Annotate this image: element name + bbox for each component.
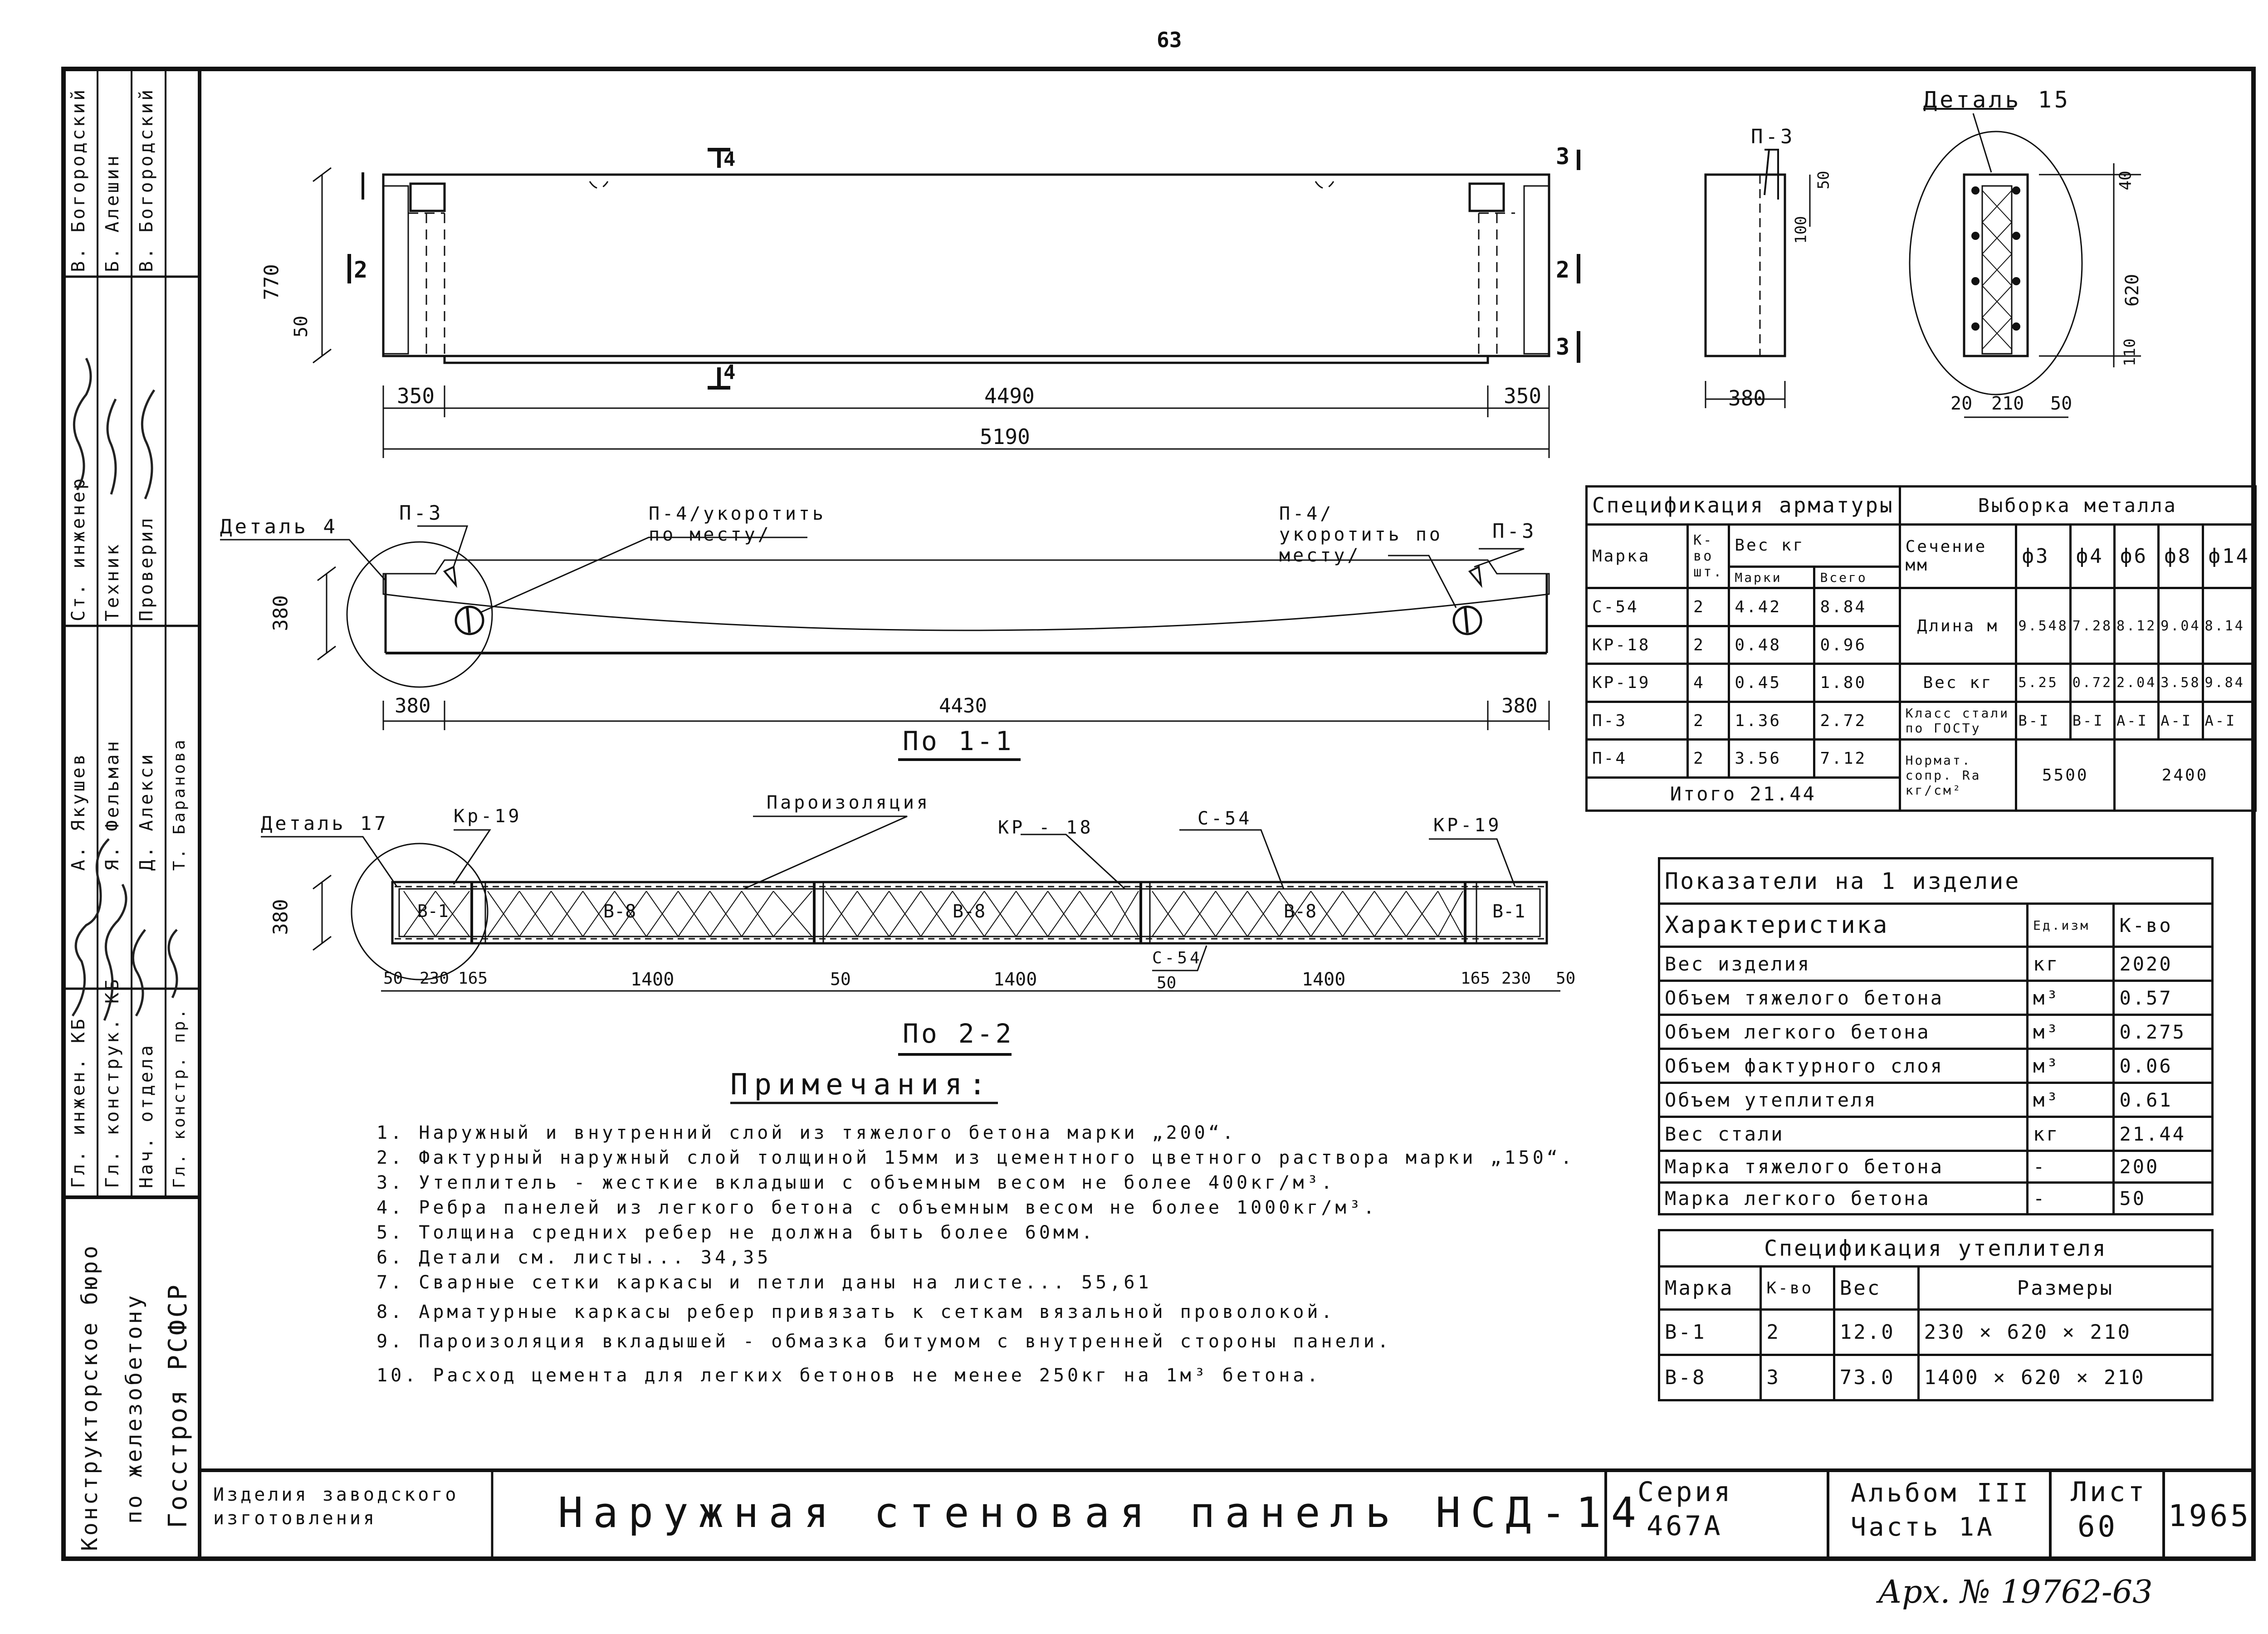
table-cell: 2.72 xyxy=(1814,702,1900,740)
table-cell: 2.04 xyxy=(2115,664,2159,702)
dim-section11-left: 380 xyxy=(395,694,431,717)
table-cell: 3.56 xyxy=(1729,740,1814,778)
stamp-name: Д. Алекси xyxy=(136,752,157,871)
rebar-total: Итого 21.44 xyxy=(1587,777,1900,810)
section-mark-4-bottom: 4 xyxy=(723,361,736,384)
table-cell: 1.36 xyxy=(1729,702,1814,740)
dim-section22: 50 xyxy=(830,969,851,989)
section22-title: По 2-2 xyxy=(903,1018,1014,1049)
rebar-header-per-mark: Марки xyxy=(1729,567,1814,588)
table-cell: 2 xyxy=(1688,740,1729,778)
insulation-title: Спецификация утеплителя xyxy=(1659,1230,2213,1267)
note-item: 8. Арматурные каркасы ребер привязать к сеткам вязальной проволокой. xyxy=(376,1302,1335,1322)
kr18-label: КР - 18 xyxy=(998,817,1094,838)
dim-section22: 50 xyxy=(1556,969,1576,988)
table-cell: 1.80 xyxy=(1814,664,1900,702)
note-item: 10. Расход цемента для легких бетонов не менее 250кг на 1м³ бетона. xyxy=(376,1365,1321,1386)
indicators-title: Показатели на 1 изделие xyxy=(1659,858,2213,904)
dim-elevation-small: 50 xyxy=(291,315,312,338)
stamp-role: Ст. инженер xyxy=(68,476,89,621)
detail15-dim: 210 xyxy=(1991,393,2024,414)
table-cell: КР-18 xyxy=(1587,626,1688,664)
indicators-header-qty: К-во xyxy=(2114,904,2213,947)
table-cell: Вес стали xyxy=(1659,1117,2028,1151)
side-view-label: П-3 xyxy=(1751,125,1795,148)
table-cell: 3 xyxy=(1761,1355,1834,1400)
sheet-label: Лист xyxy=(2071,1476,2147,1508)
table-cell: Марка тяжелого бетона xyxy=(1659,1151,2028,1183)
stamp-name: Т. Баранова xyxy=(170,737,189,871)
section-mark-4-top: 4 xyxy=(723,148,736,171)
dim-section22: 165 xyxy=(458,969,488,988)
stamp-name: В. Богородский xyxy=(68,87,89,272)
insert-label: В-1 xyxy=(1492,901,1525,922)
table-cell: м³ xyxy=(2027,1015,2114,1049)
table-cell: 7.12 xyxy=(1814,740,1900,778)
note-item: 5. Толщина средних ребер не должна быть более 60мм. xyxy=(376,1222,1096,1243)
table-cell: П-4 xyxy=(1587,740,1688,778)
insulation-header-size: Размеры xyxy=(1918,1267,2212,1310)
stamp-role: Проверил xyxy=(136,516,157,621)
table-cell: - xyxy=(2027,1183,2114,1215)
table-cell: 5.25 xyxy=(2016,664,2070,702)
table-cell: 0.61 xyxy=(2114,1083,2213,1117)
dim-section22: 1400 xyxy=(1302,969,1346,990)
table-cell: А-I xyxy=(2115,702,2159,740)
note-item: 2. Фактурный наружный слой толщиной 15мм из цементного цветного раствора марки „150“. xyxy=(376,1147,1575,1168)
table-cell: - xyxy=(2027,1151,2114,1183)
section-mark-3-top: 3 xyxy=(1556,143,1570,170)
detail-4-label: Деталь 4 xyxy=(220,515,338,538)
metal-diameter: ф4 xyxy=(2070,524,2114,588)
dim-section22: 50 xyxy=(1157,974,1177,992)
note-item: 1. Наружный и внутренний слой из тяжелого бетона марки „200“. xyxy=(376,1122,1237,1143)
stamp-name: В. Богородский xyxy=(136,87,157,272)
p3-right-label: П-3 xyxy=(1492,520,1537,543)
table-cell: Объем легкого бетона xyxy=(1659,1015,2028,1049)
metal-section-label: Сечение мм xyxy=(1900,524,2016,588)
table-cell: 73.0 xyxy=(1834,1355,1918,1400)
kr19-left-label: Кр-19 xyxy=(454,806,522,827)
dim-section22-height: 380 xyxy=(269,899,293,935)
archive-number: Арх. № 19762-63 xyxy=(1878,1573,2153,1610)
year: 1965 xyxy=(2168,1498,2251,1533)
table-cell: А-I xyxy=(2159,702,2203,740)
p4-left-label: П-4/укоротить по месту/ xyxy=(649,503,826,545)
dim-section22: 165 xyxy=(1461,969,1491,988)
metal-diameter: ф3 xyxy=(2016,524,2070,588)
table-cell: 8.84 xyxy=(1814,588,1900,626)
rebar-spec-title: Спецификация арматуры xyxy=(1587,487,1900,525)
table-cell: м³ xyxy=(2027,1083,2114,1117)
stamp-name: Б. Алешин xyxy=(102,153,123,272)
stamp-name: А. Якушев xyxy=(68,752,89,871)
rebar-header-total: Всего xyxy=(1814,567,1900,588)
album-label: Альбом III xyxy=(1851,1478,2031,1508)
table-cell: В-I xyxy=(2016,702,2070,740)
insulation-header-mark: Марка xyxy=(1659,1267,1761,1310)
table-cell: Марка легкого бетона xyxy=(1659,1183,2028,1215)
dim-section11-right: 380 xyxy=(1501,694,1538,717)
side-view-dim: 50 xyxy=(1814,171,1833,190)
stamp-org: Конструкторское бюро xyxy=(77,1244,103,1551)
table-cell: В-I xyxy=(2070,702,2114,740)
detail15-dim: 50 xyxy=(2050,393,2072,414)
metal-diameter: ф6 xyxy=(2115,524,2159,588)
metal-row-label: Длина м xyxy=(1900,588,2016,664)
stamp-role: Гл. конструк. КБ xyxy=(102,977,123,1188)
stamp-name: Я. Фельман xyxy=(102,739,123,871)
table-cell: м³ xyxy=(2027,981,2114,1015)
table-cell: 9.84 xyxy=(2203,664,2255,702)
metal-diameter: ф14 xyxy=(2203,524,2255,588)
s54-label: С-54 xyxy=(1198,808,1252,829)
notes-title: Примечания: xyxy=(730,1068,992,1102)
table-cell: 5500 xyxy=(2016,740,2115,811)
table-cell: 0.96 xyxy=(1814,626,1900,664)
note-item: 4. Ребра панелей из легкого бетона с объемным весом не более 1000кг/м³. xyxy=(376,1197,1378,1218)
note-item: 9. Пароизоляция вкладышей - обмазка битумом с внутренней стороны панели. xyxy=(376,1331,1392,1352)
sheet-value: 60 xyxy=(2077,1510,2118,1544)
stamp-org: по железобетону xyxy=(122,1293,147,1524)
table-cell: Объем фактурного слоя xyxy=(1659,1049,2028,1083)
table-cell: 2 xyxy=(1688,626,1729,664)
dim-section22: 230 xyxy=(420,969,450,988)
section-mark-3-bottom: 3 xyxy=(1556,334,1570,360)
insert-label: В-1 xyxy=(417,901,449,921)
table-cell: 2 xyxy=(1688,702,1729,740)
metal-row-label: Вес кг xyxy=(1900,664,2016,702)
indicators-header-unit: Ед.изм xyxy=(2027,904,2114,947)
section-mark-2-left: 2 xyxy=(354,257,368,283)
table-cell: 1400 × 620 × 210 xyxy=(1918,1355,2212,1400)
part-label: Часть 1А xyxy=(1851,1512,1995,1542)
insert-label: В-8 xyxy=(1284,901,1317,922)
drawing-title: Наружная стеновая панель НСД-14 xyxy=(558,1488,1647,1537)
stamp-role: Гл. констр. пр. xyxy=(170,1006,189,1188)
stamp-role: Гл. инжен. КБ xyxy=(68,1016,89,1188)
table-cell: В-1 xyxy=(1659,1310,1761,1355)
side-view-dim: 100 xyxy=(1792,216,1810,244)
metal-diameter: ф8 xyxy=(2159,524,2203,588)
table-cell: С-54 xyxy=(1587,588,1688,626)
note-item: 7. Сварные сетки каркасы и петли даны на листе... 55,61 xyxy=(376,1272,1152,1293)
detail15-dim: 20 xyxy=(1950,393,1973,414)
table-cell: П-3 xyxy=(1587,702,1688,740)
dim-section22: 1400 xyxy=(993,969,1037,990)
table-cell: 0.275 xyxy=(2114,1015,2213,1049)
table-cell: 4.42 xyxy=(1729,588,1814,626)
metal-selection-title: Выборка металла xyxy=(1900,487,2255,525)
insert-label: В-8 xyxy=(953,901,986,922)
insulation-header-weight: Вес xyxy=(1834,1267,1918,1310)
detail15-dim: 110 xyxy=(2121,338,2139,366)
section11-title: По 1-1 xyxy=(903,726,1014,756)
dim-elevation-right: 350 xyxy=(1504,384,1542,408)
dim-section22: 50 xyxy=(383,969,403,988)
indicators-header-char: Характеристика xyxy=(1659,904,2028,947)
p3-left-label: П-3 xyxy=(399,502,444,525)
section-mark-2-right: 2 xyxy=(1556,257,1570,283)
table-cell: 0.06 xyxy=(2114,1049,2213,1083)
table-cell: В-8 xyxy=(1659,1355,1761,1400)
table-cell: 8.14 xyxy=(2203,588,2255,664)
table-cell: 9.04 xyxy=(2159,588,2203,664)
table-cell: 2 xyxy=(1688,588,1729,626)
table-cell: 0.72 xyxy=(2070,664,2114,702)
vapor-barrier-label: Пароизоляция xyxy=(767,792,930,813)
table-cell: 200 xyxy=(2114,1151,2213,1183)
table-cell: м³ xyxy=(2027,1049,2114,1083)
table-cell: 0.48 xyxy=(1729,626,1814,664)
title-block-category: Изделия заводского изготовления xyxy=(213,1484,459,1529)
dim-elevation-total: 5190 xyxy=(980,424,1030,449)
dim-section11-height: 380 xyxy=(269,595,293,631)
table-cell: 0.45 xyxy=(1729,664,1814,702)
p4-right-label: П-4/укоротить по месту/ xyxy=(1279,503,1443,566)
table-cell: кг xyxy=(2027,1117,2114,1151)
metal-norm-label: Нормат. сопр. Rа кг/см² xyxy=(1900,740,2016,811)
table-cell: Вес изделия xyxy=(1659,947,2028,981)
table-cell: Объем утеплителя xyxy=(1659,1083,2028,1117)
table-cell: КР-19 xyxy=(1587,664,1688,702)
kr19-right-label: КР-19 xyxy=(1433,815,1502,836)
dim-section22: 230 xyxy=(1501,969,1531,988)
rebar-header-mark: Марка xyxy=(1587,524,1688,588)
table-cell: 7.28 xyxy=(2070,588,2114,664)
table-cell: кг xyxy=(2027,947,2114,981)
table-cell: 21.44 xyxy=(2114,1117,2213,1151)
table-cell: 2020 xyxy=(2114,947,2213,981)
series-label: Серия xyxy=(1637,1476,1733,1508)
table-cell: 4 xyxy=(1688,664,1729,702)
table-cell: 230 × 620 × 210 xyxy=(1918,1310,2212,1355)
table-cell: 8.12 xyxy=(2115,588,2159,664)
table-cell: 9.548 xyxy=(2016,588,2070,664)
detail15-dim: 40 xyxy=(2116,171,2135,190)
s54-low-label: С-54 xyxy=(1152,949,1202,967)
table-cell: 12.0 xyxy=(1834,1310,1918,1355)
series-value: 467А xyxy=(1647,1510,1723,1542)
dim-elevation-height: 770 xyxy=(260,264,284,300)
stamp-role: Нач. отдела xyxy=(136,1043,157,1188)
insulation-header-count: К-во xyxy=(1761,1267,1834,1310)
rebar-header-count: К-во шт. xyxy=(1688,524,1729,588)
metal-row-label: Класс стали по ГОСТу xyxy=(1900,702,2016,740)
table-cell: 50 xyxy=(2114,1183,2213,1215)
table-cell: 2400 xyxy=(2115,740,2256,811)
detail15-dim: 620 xyxy=(2122,273,2143,307)
dim-elevation-middle: 4490 xyxy=(984,384,1035,408)
note-item: 6. Детали см. листы... 34,35 xyxy=(376,1247,772,1268)
detail-15-title: Деталь 15 xyxy=(1923,87,2071,113)
table-cell: 0.57 xyxy=(2114,981,2213,1015)
rebar-header-weight: Вес кг xyxy=(1729,524,1900,567)
table-cell: А-I xyxy=(2203,702,2255,740)
note-item: 3. Утеплитель - жесткие вкладыши с объемным весом не более 400кг/м³. xyxy=(376,1172,1335,1193)
side-view-width: 380 xyxy=(1728,386,1766,410)
table-cell: Объем тяжелого бетона xyxy=(1659,981,2028,1015)
dim-section11-middle: 4430 xyxy=(939,694,987,717)
stamp-org: Госстроя РСФСР xyxy=(163,1282,193,1528)
insert-label: В-8 xyxy=(603,901,636,922)
dim-section22: 1400 xyxy=(631,969,675,990)
table-cell: 2 xyxy=(1761,1310,1834,1355)
detail-17-label: Деталь 17 xyxy=(261,812,389,834)
stamp-role: Техник xyxy=(102,542,123,621)
page-number: 63 xyxy=(1157,28,1182,52)
dim-elevation-left: 350 xyxy=(397,384,435,408)
table-cell: 3.58 xyxy=(2159,664,2203,702)
